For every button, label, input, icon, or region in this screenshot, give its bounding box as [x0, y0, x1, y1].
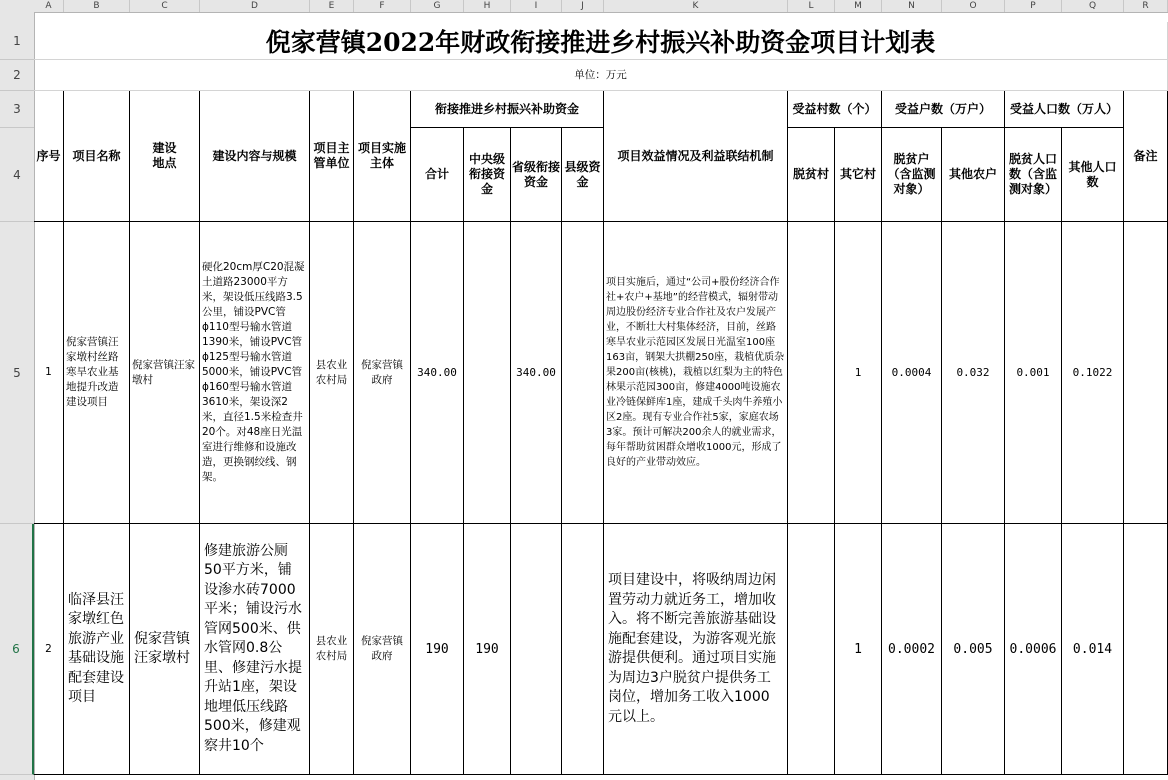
row1-poor-village[interactable]	[788, 222, 835, 524]
header-poor-population[interactable]: 脱贫人口数（含监测对象）	[1005, 128, 1062, 222]
row-header-5[interactable]: 5	[0, 222, 34, 524]
column-header-g[interactable]: G	[411, 0, 464, 12]
row1-total[interactable]: 340.00	[411, 222, 464, 524]
row2-other-village[interactable]: 1	[835, 524, 882, 775]
row2-location[interactable]: 倪家营镇汪家墩村	[130, 524, 200, 775]
column-header-e[interactable]: E	[310, 0, 354, 12]
header-project-name[interactable]: 项目名称	[64, 91, 130, 222]
row1-poor-population[interactable]: 0.001	[1005, 222, 1062, 524]
header-fund-group[interactable]: 衔接推进乡村振兴补助资金	[411, 91, 604, 128]
header-poor-village[interactable]: 脱贫村	[788, 128, 835, 222]
column-header-l[interactable]: L	[788, 0, 835, 12]
row2-other-population[interactable]: 0.014	[1062, 524, 1124, 775]
row1-impl[interactable]: 倪家营镇政府	[354, 222, 411, 524]
column-header-a[interactable]: A	[34, 0, 64, 12]
header-villages-group[interactable]: 受益村数（个）	[788, 91, 882, 128]
row2-content[interactable]: 修建旅游公厕50平方米，铺设渗水砖7000平米；铺设污水管网500米、供水管网0.8公里、修建污水提升站1座，架设地埋低压线路500米，修建观察井10个	[200, 524, 310, 775]
column-header-d[interactable]: D	[200, 0, 310, 12]
row2-county[interactable]	[562, 524, 604, 775]
header-poor-households[interactable]: 脱贫户（含监测对象）	[882, 128, 942, 222]
row1-central[interactable]	[464, 222, 511, 524]
column-header-c[interactable]: C	[130, 0, 200, 12]
header-remark[interactable]: 备注	[1124, 91, 1168, 222]
row1-dept[interactable]: 县农业农村局	[310, 222, 354, 524]
column-header-p[interactable]: P	[1005, 0, 1062, 12]
row1-poor-households[interactable]: 0.0004	[882, 222, 942, 524]
header-households-group[interactable]: 受益户数（万户）	[882, 91, 1005, 128]
column-header-k[interactable]: K	[604, 0, 788, 12]
header-benefit[interactable]: 项目效益情况及利益联结机制	[604, 91, 788, 222]
row-header-6[interactable]: 6	[0, 524, 34, 775]
row2-dept[interactable]: 县农业农村局	[310, 524, 354, 775]
column-header-f[interactable]: F	[354, 0, 411, 12]
column-header-n[interactable]: N	[882, 0, 942, 12]
row2-poor-households[interactable]: 0.0002	[882, 524, 942, 775]
row1-seq[interactable]: 1	[34, 222, 64, 524]
header-provincial[interactable]: 省级衔接资金	[511, 128, 562, 222]
row2-remark[interactable]	[1124, 524, 1168, 775]
header-total[interactable]: 合计	[411, 128, 464, 222]
header-population-group[interactable]: 受益人口数（万人）	[1005, 91, 1124, 128]
column-header-b[interactable]: B	[64, 0, 130, 12]
row2-total[interactable]: 190	[411, 524, 464, 775]
header-other-farmers[interactable]: 其他农户	[942, 128, 1005, 222]
row-header-3[interactable]: 3	[0, 91, 34, 128]
row1-other-population[interactable]: 0.1022	[1062, 222, 1124, 524]
header-content[interactable]: 建设内容与规模	[200, 91, 310, 222]
row1-other-village[interactable]: 1	[835, 222, 882, 524]
column-header-j[interactable]: J	[562, 0, 604, 12]
row-header-1[interactable]: 1	[0, 22, 34, 60]
row-header-2[interactable]: 2	[0, 60, 34, 91]
row1-provincial[interactable]: 340.00	[511, 222, 562, 524]
row2-name[interactable]: 临泽县汪家墩红色旅游产业基础设施配套建设项目	[64, 524, 130, 775]
header-implementer[interactable]: 项目实施主体	[354, 91, 411, 222]
row2-poor-population[interactable]: 0.0006	[1005, 524, 1062, 775]
row2-impl[interactable]: 倪家营镇政府	[354, 524, 411, 775]
header-county[interactable]: 县级资金	[562, 128, 604, 222]
header-central[interactable]: 中央级衔接资金	[464, 128, 511, 222]
row1-benefit[interactable]: 项目实施后，通过“公司+股份经济合作社+农户+基地”的经营模式，辐射带动周边股份经济专业合作社及农户发展产业，不断壮大村集体经济，目前，丝路寒旱农业示范园区发展日光温室100座163亩，钢架大拱棚250座，栽植优质杂果200亩(核桃)，栽植以红梨为主的特色林果示范园300亩，修建4000吨设施农业冷链保鲜库1座，建成千头肉牛养殖小区2座。现有专业合作社5家，家庭农场3家。预计可解决200余人的就业需求，每年帮助贫困群众增收1000元，形成了良好的产业带动效应。	[604, 222, 788, 524]
row2-benefit[interactable]: 项目建设中，将吸纳周边闲置劳动力就近务工，增加收入。将不断完善旅游基础设施配套建设，为游客观光旅游提供便利。通过项目实施为周边3户脱贫户提供务工岗位，增加务工收入1000元以上。	[604, 524, 788, 775]
row2-central[interactable]: 190	[464, 524, 511, 775]
column-header-i[interactable]: I	[511, 0, 562, 12]
column-header-o[interactable]: O	[942, 0, 1005, 12]
sheet-title[interactable]: 倪家营镇2022年财政衔接推进乡村振兴补助资金项目计划表	[34, 22, 1168, 60]
row1-remark[interactable]	[1124, 222, 1168, 524]
row2-other-farmers[interactable]: 0.005	[942, 524, 1005, 775]
header-other-village[interactable]: 其它村	[835, 128, 882, 222]
row1-location[interactable]: 倪家营镇汪家墩村	[130, 222, 200, 524]
column-header-m[interactable]: M	[835, 0, 882, 12]
header-dept[interactable]: 项目主管单位	[310, 91, 354, 222]
row2-seq[interactable]: 2	[34, 524, 64, 775]
row2-provincial[interactable]	[511, 524, 562, 775]
row1-name[interactable]: 倪家营镇汪家墩村丝路寒旱农业基地提升改造建设项目	[64, 222, 130, 524]
row1-county[interactable]	[562, 222, 604, 524]
header-other-population[interactable]: 其他人口数	[1062, 128, 1124, 222]
header-seq[interactable]: 序号	[34, 91, 64, 222]
unit-label[interactable]: 单位：万元	[34, 60, 1168, 91]
column-header-h[interactable]: H	[464, 0, 511, 12]
row2-poor-village[interactable]	[788, 524, 835, 775]
column-header-q[interactable]: Q	[1062, 0, 1124, 12]
row1-other-farmers[interactable]: 0.032	[942, 222, 1005, 524]
row1-content[interactable]: 硬化20cm厚C20混凝土道路23000平方米，架设低压线路3.5公里，铺设PVC管ɸ110型号输水管道1390米，铺设PVC管ɸ125型号输水管道5000米，铺设PVC管ɸ160型号输水管道3610米，架设深2米，直径1.5米检查井20个。对48座日光温室进行维修和设施改造，更换钢绞线、钢架。	[200, 222, 310, 524]
column-header-r[interactable]: R	[1124, 0, 1168, 12]
header-location[interactable]: 建设 地点	[130, 91, 200, 222]
row-header-4[interactable]: 4	[0, 128, 34, 222]
